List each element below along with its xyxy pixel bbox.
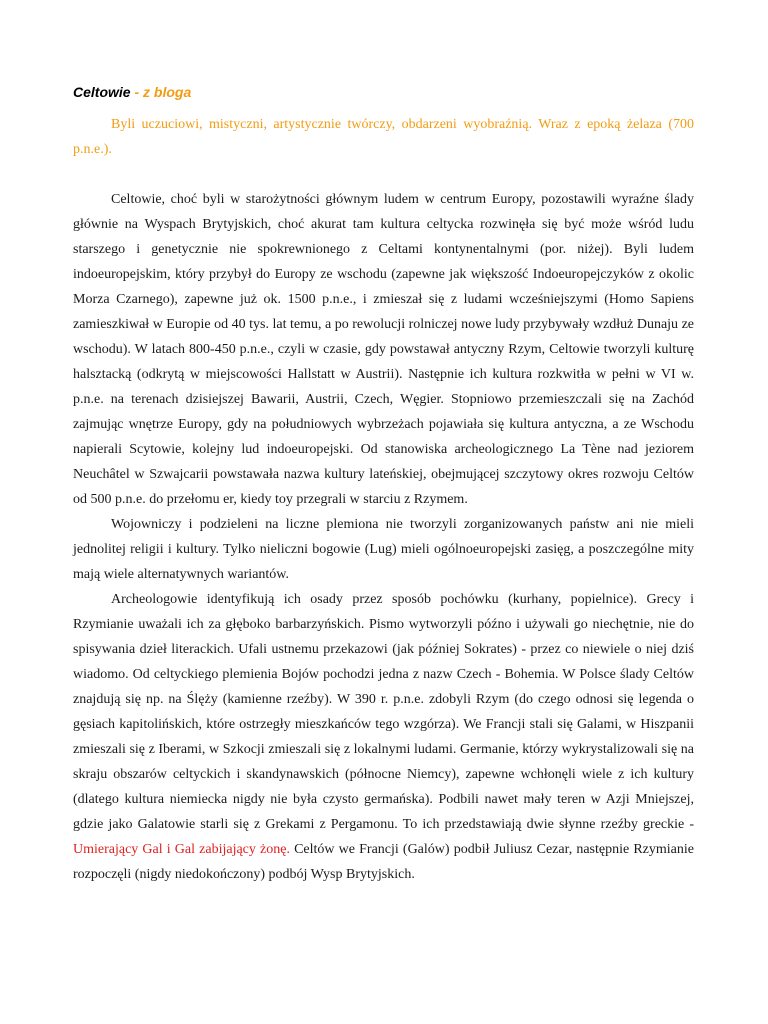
sculpture-link[interactable]: Umierający Gal i Gal zabijający żonę.: [73, 842, 290, 857]
title-suffix: - z bloga: [130, 84, 192, 100]
title-main: Celtowie: [73, 84, 131, 100]
paragraph-3-text-before: Archeologowie identyfikują ich osady przez sposób pochówku (kurhany, popielnice). Grecy i Rzymianie uważali ich za głęboko barbarzyńskich. Pismo wytworzyli późno i używali go niechętnie, nie do spisywania dzieł literackich. Ufali ustnemu przekazowi (jak później Sokrates) - przez co niewiele o niej dziś wiadomo. Od celtyckiego plemienia Bojów pochodzi jedna z nazw Czech - Bohemia. W Polsce ślady Celtów znajdują się np. na Ślęży (kamienne rzeźby). W 390 r. p.n.e. zdobyli Rzym (do czego odnosi się legenda o gęsiach kapitolińskich, które ostrzegły mieszkańców tego wzgórza). We Francji stali się Galami, w Hiszpanii zmieszali się z Iberami, w Szkocji zmieszali się z lokalnymi ludami. Germanie, którzy wykrystalizowali się na skraju obszarów celtyckich i skandynawskich (północne Niemcy), zapewne wchłonęli wiele z ich kultury (dlatego kultura niemiecka nigdy nie była czysto germańska). Podbili nawet mały teren w Azji Mniejszej, gdzie jako Galatowie starli się z Grekami z Pergamonu. To ich przedstawiają dwie słynne rzeźby greckie -: [73, 592, 694, 832]
body-paragraph-2: Wojowniczy i podzieleni na liczne plemiona nie tworzyli zorganizowanych państw ani nie mieli jednolitej religii i kultury. Tylko nieliczni bogowie (Lug) mieli ogólnoeuropejski zasięg, a poszczególne mity mają wiele alternatywnych wariantów.: [73, 517, 694, 582]
document-title: [73, 80, 694, 104]
document-page: [73, 80, 694, 887]
intro-paragraph: Byli uczuciowi, mistyczni, artystycznie twórczy, obdarzeni wyobraźnią. Wraz z epoką żelaza (700 p.n.e.).: [73, 117, 694, 157]
body-paragraph-1: Celtowie, choć byli w starożytności głównym ludem w centrum Europy, pozostawili wyraźne ślady głównie na Wyspach Brytyjskich, choć akurat tam kultura celtycka rozwinęła się być może wśród ludu starszego i genetycznie nie spokrewnionego z Celtami kontynentalnymi (por. niżej). Byli ludem indoeuropejskim, który przybył do Europy ze wschodu (zapewne jak większość Indoeuropejczyków z okolic Morza Czarnego), zapewne już ok. 1500 p.n.e., i zmieszał się z ludami wcześniejszymi (Homo Sapiens zamieszkiwał w Europie od 40 tys. lat temu, a po rewolucji rolniczej nowe ludy przybywały wzdłuż Dunaju ze wschodu). W latach 800-450 p.n.e., czyli w czasie, gdy powstawał antyczny Rzym, Celtowie tworzyli kulturę halsztacką (odkrytą w miejscowości Hallstatt w Austrii). Następnie ich kultura rozkwitła w pełni w VI w. p.n.e. na terenach dzisiejszej Bawarii, Austrii, Czech, Węgier. Stopniowo przemieszczali się na Zachód zajmując wnętrze Europy, gdy na południowych wybrzeżach pojawiała się kultura antyczna, a ze Wschodu napierali Scytowie, kolejny lud indoeuropejski. Od stanowiska archeologicznego La Tène nad jeziorem Neuchâtel w Szwajcarii powstawała nazwa kultury lateńskiej, obejmującej szczytowy okres rozwoju Celtów od 500 p.n.e. do przełomu er, kiedy toy przegrali w starciu z Rzymem.: [73, 192, 694, 507]
paragraph-3-text-after: Celtów we Francji (Galów) podbił Juliusz Cezar, następnie Rzymianie rozpoczęli (nigdy niedokończony) podbój Wysp Brytyjskich.: [73, 842, 694, 882]
body-paragraph-3: [73, 587, 694, 887]
